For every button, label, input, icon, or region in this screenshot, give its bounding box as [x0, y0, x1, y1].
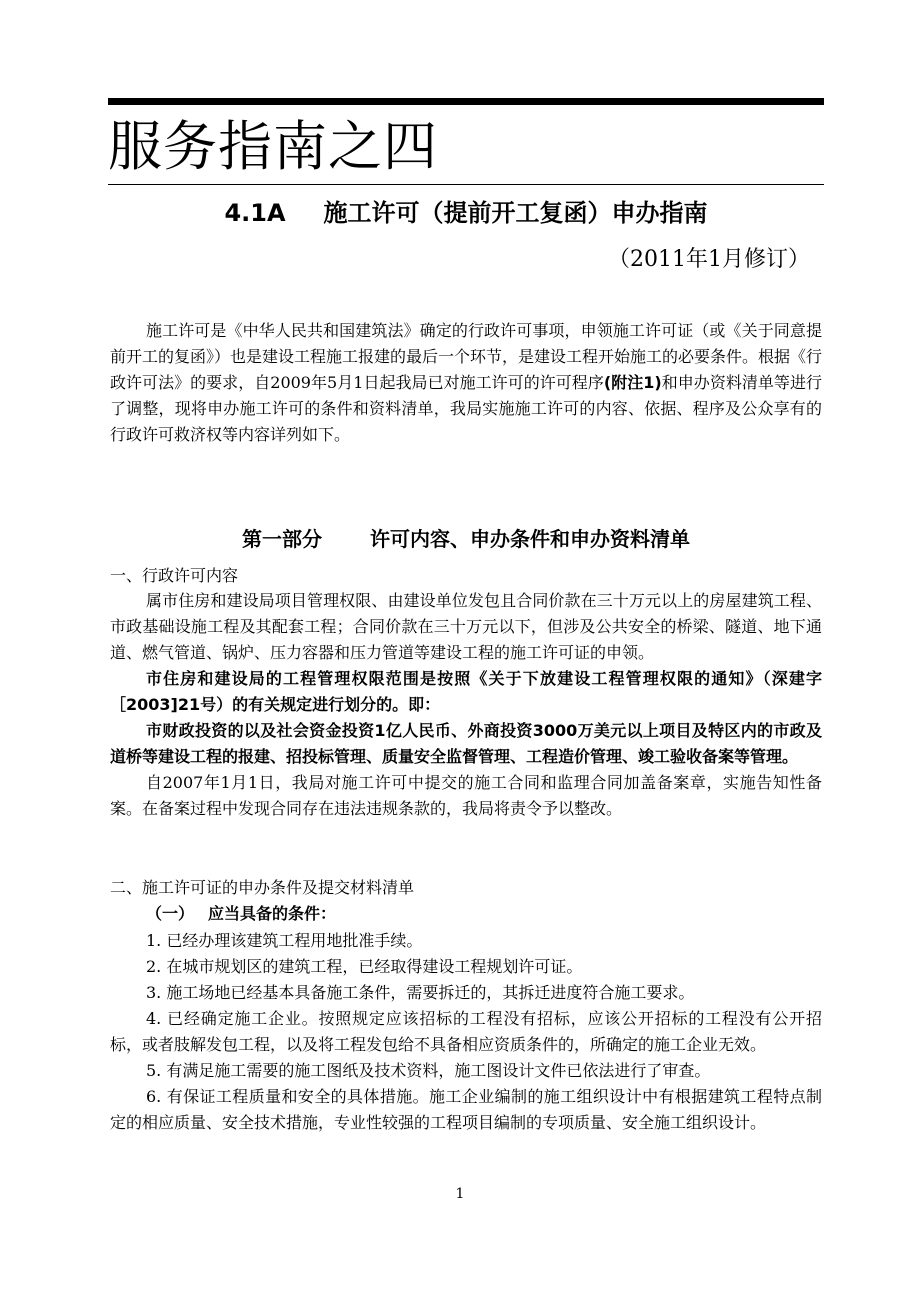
condition-item: 4. 已经确定施工企业。按照规定应该招标的工程没有招标，应该公开招标的工程没有公开招标，或者肢解发包工程，以及将工程发包给不具备相应资质条件的，所确定的施工企业无效。	[110, 1009, 822, 1054]
section-2-heading: 二、施工许可证的申办条件及提交材料清单	[110, 878, 415, 897]
section-1-paragraph-3: 市财政投资的以及社会资金投资1亿人民币、外商投资3000万美元以上项目及特区内的市政及道桥等建设工程的报建、招投标管理、质量安全监督管理、工程造价管理、竣工验收备案等管理。	[110, 721, 822, 766]
intro-footnote-ref: (附注1)	[603, 373, 662, 392]
main-title: 服务指南之四	[108, 115, 438, 178]
section-application-conditions	[110, 876, 822, 1136]
subtitle-text: 施工许可（提前开工复函）申办指南	[323, 199, 708, 227]
intro-text-1: 施工许可是《中华人民共和国建筑法》确定的行政许可事项，申领施工许可证（或《关于同意提前开工的复函》）也是建设工程施工报建的最后一个环节，是建设工程开始施工的必要条件。根据《行政许可法》的要求，自2009年5月1日起我局已对施工许可的许可程序	[110, 321, 823, 392]
part-heading	[108, 524, 824, 554]
condition-item: 5. 有满足施工需要的施工图纸及技术资料，施工图设计文件已依法进行了审查。	[146, 1061, 711, 1080]
part-heading-lead: 第一部分	[242, 527, 322, 551]
intro-paragraph	[110, 318, 822, 448]
condition-item: 3. 施工场地已经基本具备施工条件，需要拆迁的，其拆迁进度符合施工要求。	[146, 983, 695, 1002]
document-subtitle	[108, 196, 824, 230]
condition-item: 1. 已经办理该建筑工程用地批准手续。	[146, 931, 423, 950]
part-heading-text: 许可内容、申办条件和申办资料清单	[370, 527, 690, 551]
section-1-paragraph-4: 自2007年1月1日，我局对施工许可中提交的施工合同和监理合同加盖备案章，实施告知性备案。在备案过程中发现合同存在违法违规条款的，我局将责令予以整改。	[110, 773, 822, 818]
top-thick-rule	[108, 98, 824, 105]
section-1-paragraph-1: 属市住房和建设局项目管理权限、由建设单位发包且合同价款在三十万元以上的房屋建筑工程、市政基础设施工程及其配套工程；合同价款在三十万元以下，但涉及公共安全的桥梁、隧道、地下通道、燃气管道、锅炉、压力容器和压力管道等建设工程的施工许可证的申领。	[110, 591, 822, 662]
conditions-subheading-text: 应当具备的条件：	[208, 904, 337, 923]
section-1-heading: 一、行政许可内容	[110, 566, 239, 585]
intro-text-2: 和申办资料清单等进行了调整，现将申办施工许可的条件和资料清单，我局实施施工许可的内容、依据、程序及公众享有的行政许可救济权等内容详列如下。	[110, 373, 822, 444]
subtitle-number: 4.1A	[224, 199, 286, 227]
conditions-subheading-label: （一）	[146, 904, 195, 923]
revision-date: （2011年1月修订）	[608, 247, 810, 272]
title-divider-rule	[108, 184, 824, 185]
section-admin-permit-content	[110, 564, 822, 822]
page-number: 1	[455, 1186, 465, 1202]
condition-item: 2. 在城市规划区的建筑工程，已经取得建设工程规划许可证。	[146, 957, 583, 976]
section-1-paragraph-2: 市住房和建设局的工程管理权限范围是按照《关于下放建设工程管理权限的通知》（深建字［2003]21号）的有关规定进行划分的。即：	[110, 669, 822, 714]
condition-item: 6. 有保证工程质量和安全的具体措施。施工企业编制的施工组织设计中有根据建筑工程特点制定的相应质量、安全技术措施，专业性较强的工程项目编制的专项质量、安全施工组织设计。	[110, 1087, 822, 1132]
conditions-subheading	[110, 900, 822, 928]
